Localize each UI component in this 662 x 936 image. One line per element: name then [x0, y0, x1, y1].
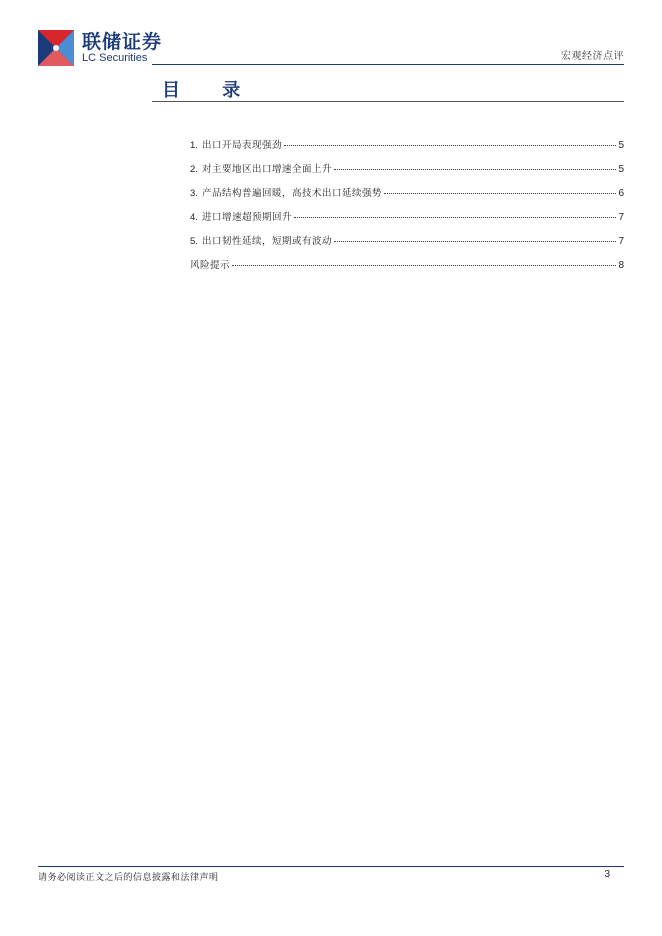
toc-leader-dots [334, 169, 616, 170]
footer-divider [38, 866, 624, 867]
toc-title: 目 录 [162, 80, 259, 101]
toc-item-page: 7 [618, 236, 624, 247]
toc-leader-dots [232, 265, 616, 266]
toc-item-text: 出口韧性延续，短期或有波动 [201, 236, 332, 247]
table-of-contents [190, 137, 624, 281]
toc-title-divider [152, 101, 624, 102]
toc-leader-dots [384, 193, 616, 194]
toc-item-number: 5. [190, 236, 198, 247]
toc-item-text: 进口增速超预期回升 [201, 212, 292, 223]
header-divider [152, 64, 624, 65]
toc-item-page: 5 [618, 164, 624, 175]
toc-item-number: 4. [190, 212, 198, 223]
toc-item-text: 出口开局表现强劲 [201, 140, 282, 151]
toc-leader-dots [284, 145, 616, 146]
toc-item-number: 2. [190, 164, 198, 175]
toc-item[interactable] [190, 185, 624, 209]
toc-item-page: 7 [618, 212, 624, 223]
toc-item-number: 3. [190, 188, 198, 199]
toc-item[interactable] [190, 209, 624, 233]
toc-item-text: 对主要地区出口增速全面上升 [201, 164, 332, 175]
toc-leader-dots [294, 217, 616, 218]
toc-item[interactable] [190, 137, 624, 161]
toc-item-text: 风险提示 [190, 260, 231, 271]
lc-securities-logo-icon [38, 30, 74, 66]
report-category: 宏观经济点评 [561, 51, 624, 62]
toc-item[interactable] [190, 257, 624, 281]
toc-item-page: 6 [618, 188, 624, 199]
toc-leader-dots [334, 241, 616, 242]
toc-item-number: 1. [190, 140, 198, 151]
toc-item-page: 5 [618, 140, 624, 151]
toc-item-text: 产品结构普遍回暖，高技术出口延续强势 [201, 188, 382, 199]
page-header [38, 30, 624, 66]
footer-disclaimer: 请务必阅读正文之后的信息披露和法律声明 [38, 873, 219, 883]
brand-name-en: LC Securities [82, 52, 148, 64]
toc-item-page: 8 [618, 260, 624, 271]
brand-name-cn: 联储证券 [82, 31, 163, 53]
page-number: 3 [604, 869, 610, 880]
toc-item[interactable] [190, 233, 624, 257]
toc-item[interactable] [190, 161, 624, 185]
